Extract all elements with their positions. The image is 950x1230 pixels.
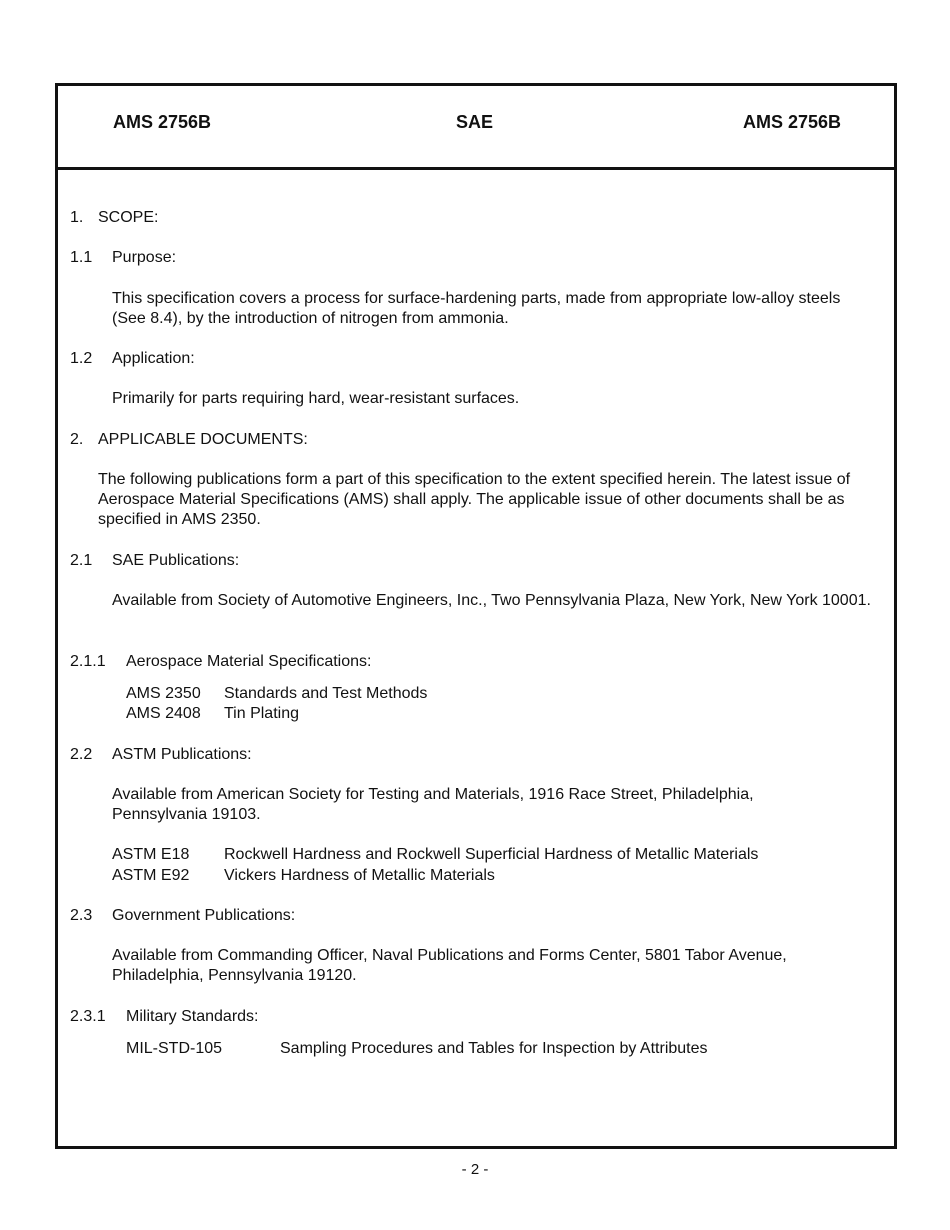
section-2-3-1-title: Military Standards:	[126, 1008, 259, 1025]
section-2-3-text: Available from Commanding Officer, Naval Publications and Forms Center, 5801 Tabor Avenue, Philadelphia, Pennsylvania 19120.	[112, 947, 787, 984]
section-2-number: 2.	[70, 431, 84, 448]
section-1-2-number: 1.2	[70, 350, 93, 367]
ams-item-desc: Standards and Test Methods	[224, 685, 428, 702]
mil-item-code: MIL-STD-105	[126, 1040, 223, 1057]
section-2-2-text: Available from American Society for Testing and Materials, 1916 Race Street, Philadelphia, Pennsylvania 19103.	[112, 786, 754, 823]
section-1-2-text: Primarily for parts requiring hard, wear-resistant surfaces.	[112, 390, 520, 407]
section-1-1-number: 1.1	[70, 249, 93, 266]
section-2-1-1-number: 2.1.1	[70, 653, 106, 670]
ams-item-code: AMS 2350	[126, 685, 201, 702]
page-frame	[55, 83, 897, 1149]
mil-item-desc: Sampling Procedures and Tables for Inspection by Attributes	[280, 1040, 708, 1057]
section-2-3-number: 2.3	[70, 907, 93, 924]
header-org: SAE	[456, 112, 494, 132]
page-header	[58, 86, 894, 170]
section-1-2-title: Application:	[112, 350, 195, 367]
header-doc-id-right: AMS 2756B	[742, 112, 841, 132]
section-2-title: APPLICABLE DOCUMENTS:	[98, 431, 308, 448]
section-2-3-1-number: 2.3.1	[70, 1008, 106, 1025]
astm-item-desc: Rockwell Hardness and Rockwell Superficial Hardness of Metallic Materials	[224, 846, 759, 863]
section-2-1-1-title: Aerospace Material Specifications:	[126, 653, 372, 670]
section-1-number: 1.	[70, 209, 84, 226]
section-2-1-text: Available from Society of Automotive Engineers, Inc., Two Pennsylvania Plaza, New York, New York 10001.	[112, 592, 871, 609]
astm-item-code: ASTM E92	[112, 867, 190, 884]
section-2-text: The following publications form a part of this specification to the extent specified herein. The latest issue of Aerospace Material Specifications (AMS) shall apply. The applicable issue of other documents shall be as specified in AMS 2350.	[98, 471, 851, 528]
section-1-title: SCOPE:	[98, 209, 159, 226]
section-2-1-number: 2.1	[70, 552, 93, 569]
astm-item-desc: Vickers Hardness of Metallic Materials	[224, 867, 495, 884]
section-2-3-title: Government Publications:	[112, 907, 296, 924]
astm-item-code: ASTM E18	[112, 846, 190, 863]
section-1-1-title: Purpose:	[112, 249, 177, 266]
ams-item-code: AMS 2408	[126, 705, 201, 722]
header-doc-id-left: AMS 2756B	[113, 112, 212, 132]
section-2-2-title: ASTM Publications:	[112, 746, 252, 763]
ams-item-desc: Tin Plating	[224, 705, 299, 722]
section-2-1-title: SAE Publications:	[112, 552, 240, 569]
section-2-2-number: 2.2	[70, 746, 93, 763]
page-number: - 2 -	[461, 1161, 489, 1178]
section-1-1-text: This specification covers a process for surface-hardening parts, made from appropriate low-alloy steels (See 8.4), by the introduction of nitrogen from ammonia.	[112, 290, 841, 327]
